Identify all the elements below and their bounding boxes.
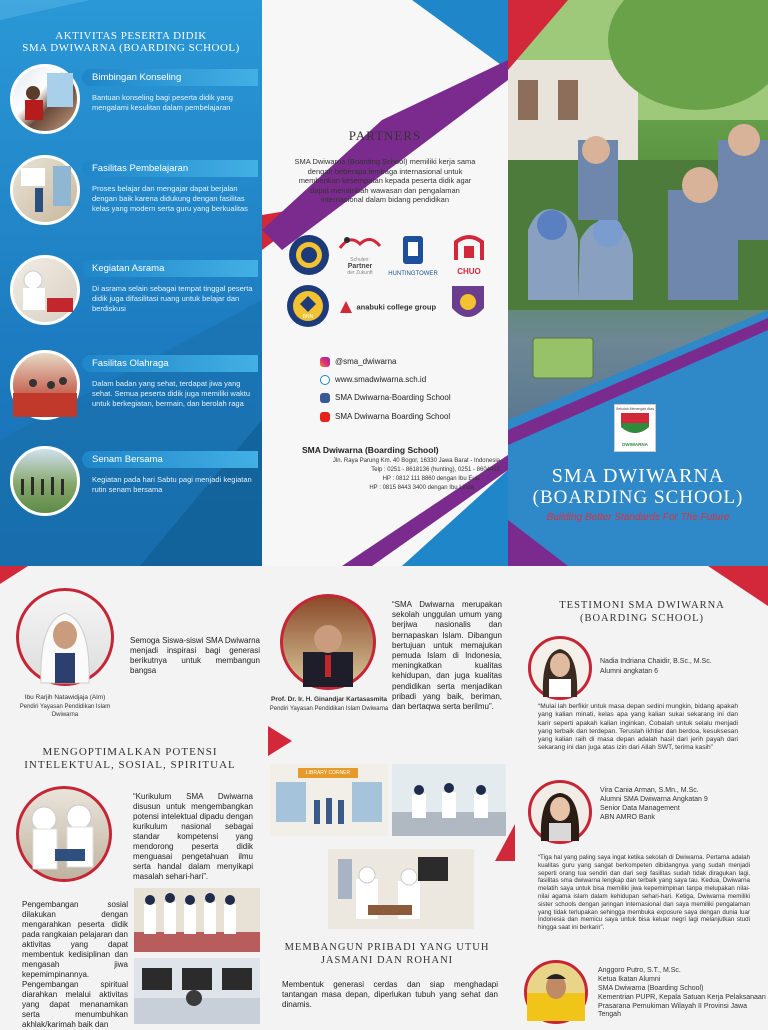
partners-description: SMA Dwiwarna (Boarding School) memiliki kerja sama dengan beberapa lembaga internasional untuk memberikan kesempatan kepada peserta didik agar dapat menambah wawasan dan pengalaman internasional dalam bidang pendidikan — [294, 157, 476, 204]
testimoni1-photo — [528, 636, 592, 700]
testimoni3-role2: SMA Dwiwarna (Boarding School) — [598, 985, 704, 992]
testimoni2-role2: Senior Data Management — [600, 805, 680, 812]
founder1-role: Pendiri Yayasan Pendidikan Islam Dwiwarna — [19, 704, 111, 718]
testimoni-title-line1: TESTIMONI SMA DWIWARNA — [559, 600, 725, 611]
activity-item — [10, 255, 260, 335]
photo-classroom — [392, 764, 506, 836]
activity-photo-counseling — [10, 64, 80, 134]
library-sign: LIBRARY CORNER — [298, 768, 358, 778]
facebook-link[interactable] — [320, 391, 451, 405]
founder1-name: Ibu Rarjih Natawidjaja (Alm) — [24, 694, 106, 701]
activities-title-line1: AKTIVITAS PESERTA DIDIK — [55, 30, 207, 42]
contact-hp2: HP : 0815 8443 3400 dengan Ibu Linda — [369, 485, 474, 491]
testimoni2-photo — [528, 780, 592, 844]
anabuki-text: anabuki college group — [356, 302, 437, 312]
youtube-icon — [320, 412, 330, 422]
contact-address: Jln. Raya Parung Km. 40 Bogor, 16330 Jawa Barat - Indonesia — [332, 458, 500, 464]
activity-title: Fasilitas Olahraga — [92, 358, 169, 369]
contact-hp1: HP : 0812 111 8860 dengan Ibu Euis — [382, 476, 480, 482]
activity-title: Senam Bersama — [92, 454, 163, 465]
testimoni2-name: Vira Cania Arman, S.Mn., M.Sc. — [600, 787, 699, 794]
website-link[interactable] — [320, 373, 426, 387]
instagram-handle: @sma_dwiwarna — [335, 357, 397, 366]
instagram-icon — [320, 357, 330, 367]
founder2-role: Pendiri Yayasan Pendidikan Islam Dwiwarna — [269, 706, 389, 712]
activity-desc: Dalam badan yang sehat, terdapat jiwa yang sehat. Semua peserta didik juga memiliki waktu untuk berkegiatan, bermain, dan berolah raga — [92, 379, 250, 408]
founder2-name: Prof. Dr. Ir. H. Ginandjar Kartasasmita — [271, 696, 387, 703]
schulen-zukunft-text: der Zukunft — [347, 270, 373, 276]
partner-logo-chuo — [444, 234, 494, 278]
potensi-sosial: Pengembangan sosial dilakukan dengan mengarahkan peserta didik pada rangkaian pelajaran dan aktivitas yang dapat membentuk kedisiplinan dan mengasah jiwa kepemimpinannya. — [22, 900, 128, 979]
cover-tagline: Building Better Standards For The Future — [546, 512, 730, 523]
partner-logo-1 — [288, 234, 330, 276]
testimoni2-role3: ABN AMRO Bank — [600, 814, 655, 821]
activities-title-line2: SMA DWIWARNA (BOARDING SCHOOL) — [22, 42, 240, 54]
photo-library — [270, 764, 388, 836]
activity-title-pill — [82, 160, 258, 177]
testimoni1-name: Nadia Indriana Chaidir, B.Sc., M.Sc. — [600, 658, 712, 665]
badge-text: Sekolah Menengah Atas — [616, 407, 654, 411]
activity-title-pill — [82, 69, 258, 86]
partner-logo-anabuki — [340, 298, 440, 314]
testimoni3-role3: Kementrian PUPR, Kepala Satuan Kerja Pelaksanaan Prasarana Pemukiman Wilayah II Provinsi Jawa Tengah — [598, 994, 766, 1019]
partner-logo-bnn — [286, 284, 330, 328]
photo-study-room — [328, 849, 474, 929]
activity-title-pill — [82, 451, 258, 468]
testimoni3-photo — [524, 960, 588, 1024]
testimoni2-text: “Tiga hal yang paling saya ingat ketika sekolah di Dwiwarna. Pertama adalah kualitas guru yang sangat berkompeten dibidangnya yang sudah menjadi seperti orang tua sendiri dan dari segi fasilitas sudah tidak diragukan lagi, fasilitas sma dwiwarna lengkap dan terbaik yang saya tau. Kedua, Dwiwarna melatih saya untuk bisa memiliki jiwa kepemimpinan tanpa melupakan nilai-nilai agama islam dalam kehidupan sehari-hari. Ketiga, Dwiwarna memiliki sister schools dengan jaringan internasional dan saya memiliki pengalaman yang tidak terlupakan sehingga membuka exposure saya dengan dunia luar Indonesia dan memicu saya untuk bisa keluar negri lagi melanjutkan studi hingga saat ini berkarir”. — [538, 854, 750, 932]
activity-item — [10, 64, 260, 144]
potensi-title-line1: MENGOPTIMALKAN POTENSI — [42, 746, 218, 758]
brochure-inside — [0, 566, 768, 1029]
activity-photo-exercise — [10, 446, 80, 516]
potensi-spiritual: Pengembangan spiritual diarahkan melalui aktivitas yang dapat menanamkan serta menumbuhkan akhlak/karimah baik dan — [22, 980, 128, 1029]
instagram-link[interactable] — [320, 355, 396, 369]
partner-logo-shield — [450, 284, 486, 326]
huntingtower-text: HUNTINGTOWER — [388, 271, 438, 277]
activity-title: Kegiatan Asrama — [92, 263, 165, 274]
potensi-title-line2: INTELEKTUAL, SOSIAL, SPIRITUAL — [24, 759, 236, 771]
contact-name: SMA Dwiwarna (Boarding School) — [302, 445, 439, 455]
testimoni3-name: Anggoro Putro, S.T., M.Sc. — [598, 967, 681, 974]
testimoni2-role1: Alumni SMA Dwiwarna Angkatan 9 — [600, 796, 708, 803]
contact-phone: Telp : 0251 - 8618136 (hunting), 0251 - 8604415 — [371, 467, 500, 473]
website-url: www.smadwiwarna.sch.id — [335, 375, 427, 384]
founder2-quote: “SMA Dwiwarna merupakan sekolah unggulan umum yang berjiwa nasionalis dan bernapaskan Islam. Dibangun bertujuan untuk memajukan pemuda Islam di Indonesia, meningkatkan kualitas kehidupan, dan juga kualitas pendidikan serta menjadikan pribadi yang baik, beriman, dan bertaqwa serta berilmu”. — [392, 600, 502, 712]
cover-title-line2: (BOARDING SCHOOL) — [532, 487, 744, 508]
photo-computer-lab — [134, 958, 260, 1024]
cover-title-line1: SMA DWIWARNA — [551, 465, 725, 487]
partners-title: PARTNERS — [348, 128, 422, 143]
activity-photo-sports — [10, 350, 80, 420]
activity-desc: Proses belajar dan mengajar dapat berjalan dengan baik karena didukung dengan fasilitas kelas yang modern serta guru yang berkualitas — [92, 184, 248, 213]
testimoni3-role1: Ketua Ikatan Alumni — [598, 976, 661, 983]
pribadi-title-line1: MEMBANGUN PRIBADI YANG UTUH — [284, 942, 490, 953]
founder2-photo — [280, 594, 376, 690]
badge-name: DWIWARNA — [622, 442, 648, 447]
youtube-name: SMA Dwiwarna Boarding School — [335, 412, 451, 421]
youtube-link[interactable] — [320, 410, 450, 424]
potensi-photo — [16, 786, 112, 882]
partners-panel — [262, 0, 508, 566]
activity-title-pill — [82, 355, 258, 372]
activity-item — [10, 446, 260, 526]
activity-desc: Di asrama selain sebagai tempat tinggal peserta didik juga difasilitasi ruang untuk belajar dan berdiskusi — [92, 284, 253, 313]
schulen-text: Schulen: — [350, 257, 370, 263]
facebook-name: SMA Dwiwarna-Boarding School — [335, 393, 451, 402]
partner-logo-huntingtower — [386, 234, 440, 278]
testimoni1-role: Alumni angkatan 6 — [600, 668, 658, 675]
testimoni1-text: “Mulai lah berfikir untuk masa depan sedini mungkin, bidang apakah yang kalian minati, kelas apa yang kalian sukai sekarang ini dan karir seperti apakah kalian inginkan. Cobalah untuk selalu menjadi yang terbaik dan terdepan. Teruslah ikhtiar dan berdoa, kesuksesan yang kalian raih di masa depan adalah hasil dari jerih payah dari sekarang ini dan juga atas izin dari Allah SWT, terima kasih” — [538, 703, 738, 752]
schulen-partner-text: Partner — [347, 263, 373, 270]
activity-desc: Bantuan konseling bagi peserta didik yang mengalami kesulitan dalam pembelajaran — [92, 93, 233, 112]
activity-item — [10, 350, 260, 430]
activity-title: Fasilitas Pembelajaran — [92, 163, 189, 174]
partner-logo-schulen — [335, 234, 385, 274]
facebook-icon — [320, 393, 330, 403]
potensi-quote: “Kurikulum SMA Dwiwarna disusun untuk mengembangkan potensi intelektual dipadu dengan kurikulum nasional sebagai standar kompetensi yang mendorong peserta didik menguasai pengetahuan ilmu serta handal dalam menyikapi masalah sehari-hari”. — [133, 792, 253, 881]
chuo-text: CHUO — [457, 267, 481, 276]
cover-panel — [508, 0, 768, 566]
school-badge — [614, 404, 656, 452]
founder1-quote: Semoga Siswa-siswi SMA Dwiwarna menjadi inspirasi bagi generasi berikutnya untuk membangun bangsa — [130, 636, 260, 675]
activity-item — [10, 155, 260, 235]
founder1-photo — [16, 588, 114, 686]
testimoni-title-line2: (BOARDING SCHOOL) — [579, 613, 705, 624]
activities-panel — [0, 0, 262, 566]
activity-title-pill — [82, 260, 258, 277]
globe-icon — [320, 375, 330, 385]
activity-title: Bimbingan Konseling — [92, 72, 182, 83]
activity-photo-classroom — [10, 155, 80, 225]
activity-photo-dormitory — [10, 255, 80, 325]
photo-prayer-group — [134, 888, 260, 952]
pribadi-title-line2: JASMANI DAN ROHANI — [320, 955, 454, 966]
bnn-text: BNN — [302, 314, 314, 320]
activity-desc: Kegiatan pada hari Sabtu pagi menjadi kegiatan rutin senam bersama — [92, 475, 252, 494]
pribadi-desc: Membentuk generasi cerdas dan siap menghadapi tantangan masa depan, diperlukan tubuh yang sehat dan dinamis. — [282, 980, 498, 1009]
